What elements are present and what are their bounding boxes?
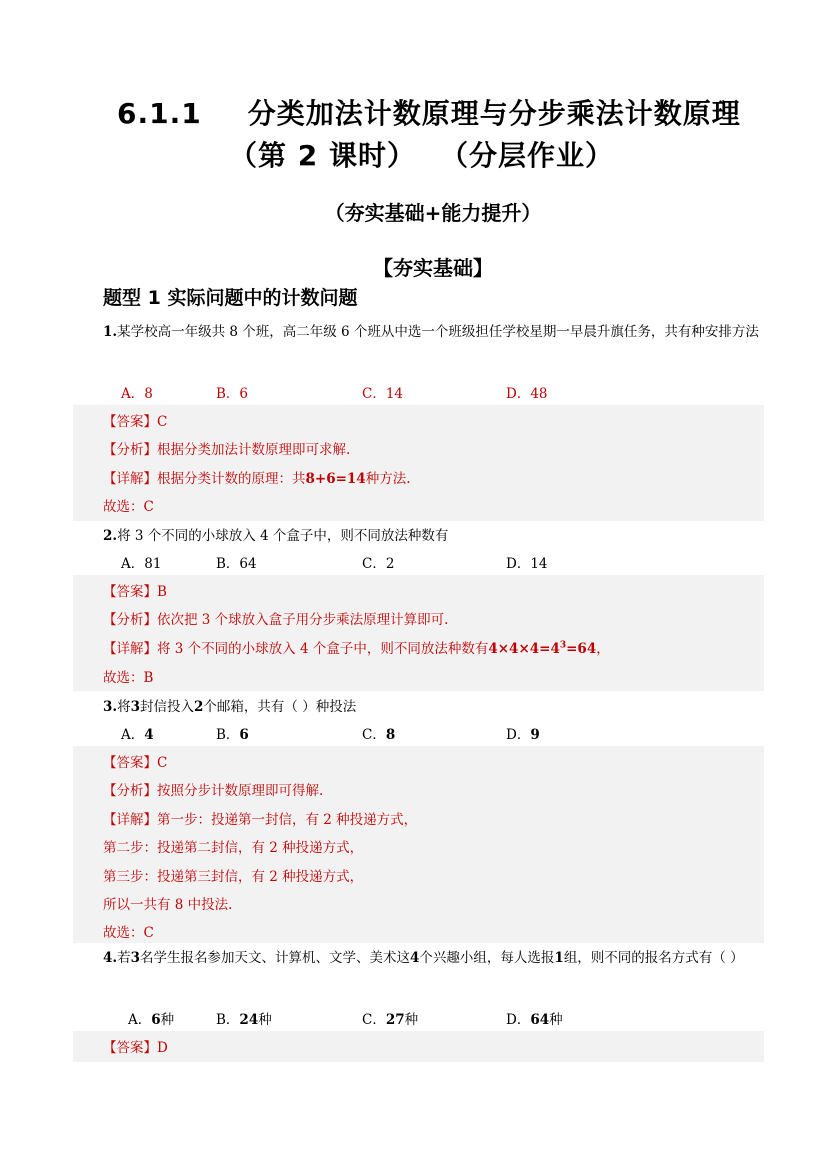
total-line: 所以一共有 8 中投法. [103, 897, 233, 913]
answer-block-1 [73, 405, 764, 521]
option-c: C．8 [362, 727, 396, 743]
question-4: 4.若3名学生报名参加天文、计算机、文学、美术这4个兴趣小组，每人选报1组，则不同的报名方式有（ ） [103, 950, 744, 966]
analysis-line: 【分析】根据分类加法计数原理即可求解. [103, 442, 351, 458]
option-d: D．9 [506, 727, 540, 743]
question-number: 2. [103, 528, 118, 544]
option-d: D．48 [506, 386, 548, 402]
type-heading: 题型 1 实际问题中的计数问题 [103, 287, 358, 309]
answer-line: 【答案】B [103, 584, 167, 600]
section-heading: 【夯实基础】 [373, 256, 493, 280]
option-a: A．4 [121, 727, 154, 743]
title-lesson: （第 2 课时） [229, 139, 416, 172]
option-a: A．6种 [128, 1012, 175, 1028]
option-a: A．8 [121, 386, 153, 402]
option-b: B．64 [216, 556, 257, 572]
analysis-line: 【分析】依次把 3 个球放入盒子用分步乘法原理计算即可. [103, 612, 449, 628]
question-number: 4. [103, 950, 118, 966]
conclusion-line: 故选：B [103, 670, 154, 686]
option-c: C．2 [362, 556, 395, 572]
option-d: D．64种 [506, 1012, 563, 1028]
detail-line: 【详解】将 3 个不同的小球放入 4 个盒子中，则不同放法种数有$4\times 4\times 4=4^3=64$， [103, 640, 610, 657]
question-number: 1. [103, 324, 118, 340]
title-text: 分类加法计数原理与分步乘法计数原理 [247, 97, 741, 130]
option-b: B．6 [216, 386, 249, 402]
question-number: 3. [103, 699, 118, 715]
document-title [117, 92, 741, 132]
question-stem: 将 3 个不同的小球放入 4 个盒子中，则不同放法种数有 [117, 528, 449, 544]
answer-line: 【答案】C [103, 755, 168, 771]
title-homework: （分层作业） [439, 139, 614, 172]
document-subtitle: （夯实基础+能力提升） [324, 201, 542, 225]
title-number: 6.1.1 [117, 97, 202, 130]
conclusion-line: 故选：C [103, 499, 154, 515]
detail-line: 【详解】第一步：投递第一封信，有 2 种投递方式， [103, 812, 418, 828]
step-3-line: 第三步：投递第三封信，有 2 种投递方式， [103, 869, 364, 885]
question-2 [103, 524, 448, 544]
option-b: B．6 [216, 727, 249, 743]
document-title-line2 [229, 134, 614, 174]
option-c: C．14 [362, 386, 404, 402]
detail-line: 【详解】根据分类计数的原理：共8+6=14种方法. [103, 471, 411, 487]
analysis-line: 【分析】按照分步计数原理即可得解. [103, 783, 324, 799]
conclusion-line: 故选：C [103, 925, 154, 941]
option-b: B．24种 [216, 1012, 272, 1028]
answer-line: 【答案】D [103, 1040, 168, 1056]
question-stem: 某学校高一年级共 8 个班，高二年级 6 个班从中选一个班级担任学校星期一早晨升旗任务，共有种安排方法 [117, 324, 759, 340]
step-2-line: 第二步：投递第二封信，有 2 种投递方式， [103, 840, 364, 856]
question-1 [103, 318, 763, 346]
option-d: D．14 [506, 556, 548, 572]
answer-block-2 [73, 575, 764, 691]
question-3: 3.将3封信投入2个邮箱，共有（ ）种投法 [103, 699, 357, 715]
option-a: A．81 [121, 556, 162, 572]
answer-line: 【答案】C [103, 414, 168, 430]
option-c: C．27种 [362, 1012, 419, 1028]
answer-block-4 [73, 1031, 764, 1062]
